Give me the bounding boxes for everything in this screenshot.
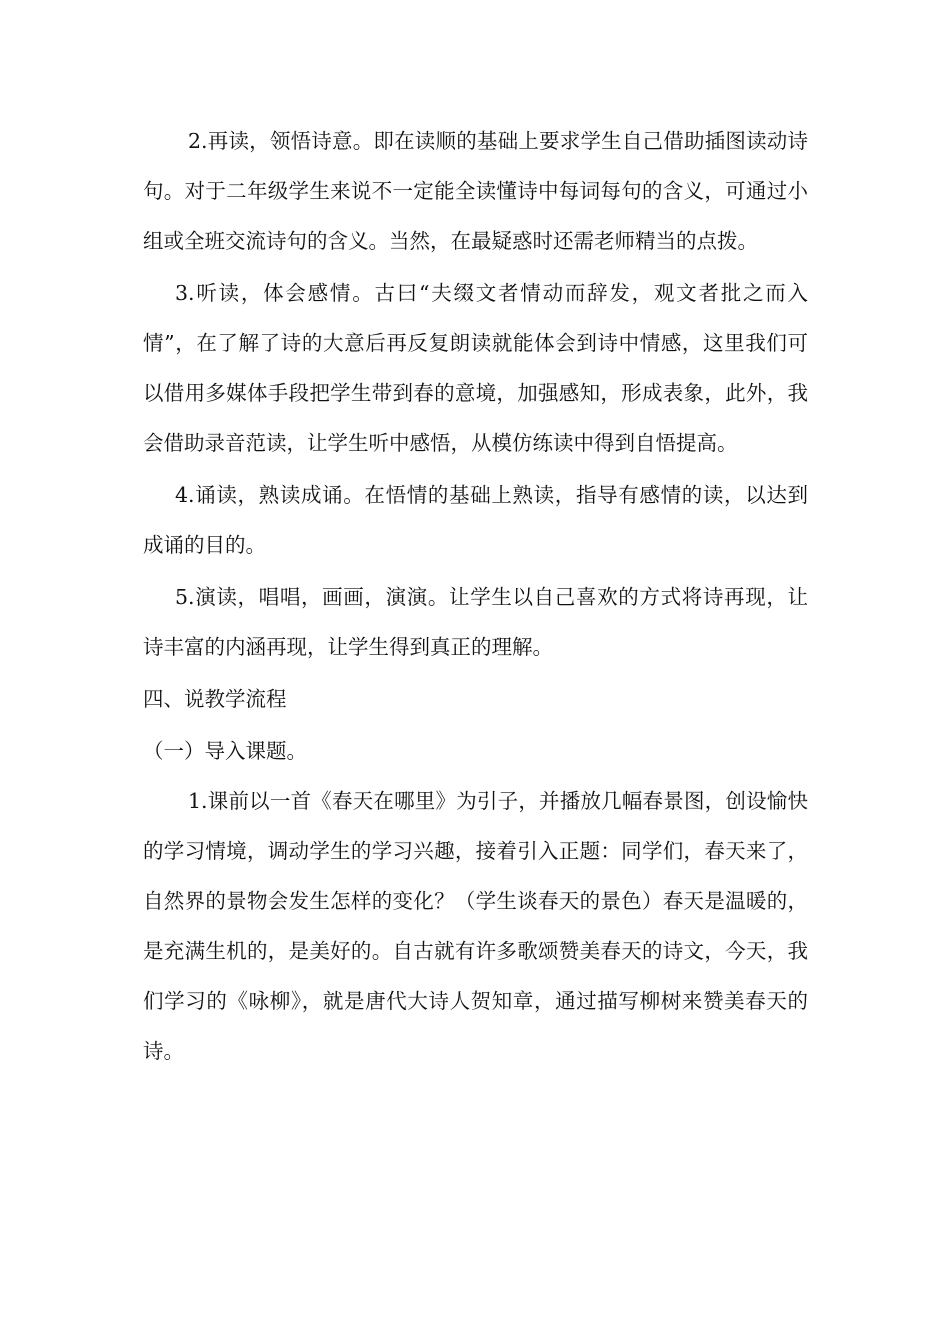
document-body: [143, 116, 808, 1076]
section-heading: 四、说教学流程: [143, 687, 287, 711]
paragraph-lesson-intro: 1.课前以一首《春天在哪里》为引子，并播放几幅春景图，创设愉快的学习情境，调动学生的学习兴趣，接着引入正题：同学们，春天来了，自然界的景物会发生怎样的变化？（学生谈春天的景色）春天是温暖的，是充满生机的，是美好的。自古就有许多歌颂赞美春天的诗文，今天，我们学习的《咏柳》，就是唐代大诗人贺知章，通过描写柳树来赞美春天的诗。: [143, 789, 808, 1063]
paragraph-perform-read: 5.演读，唱唱，画画，演演。让学生以自己喜欢的方式将诗再现，让诗丰富的内涵再现，让学生得到真正的理解。: [143, 585, 808, 659]
paragraph-recite: 4.诵读，熟读成诵。在悟情的基础上熟读，指导有感情的读，以达到成诵的目的。: [143, 483, 808, 557]
sub-heading: （一）导入课题。: [143, 739, 307, 763]
paragraph-reread: 2.再读，领悟诗意。即在读顺的基础上要求学生自己借助插图读动诗句。对于二年级学生来说不一定能全读懂诗中每词每句的含义，可通过小组或全班交流诗句的含义。当然，在最疑惑时还需老师精当的点拨。: [143, 129, 808, 253]
paragraph-listen-read: 3.听读，体会感情。古曰“夫缀文者情动而辞发，观文者批之而入情”，在了解了诗的大意后再反复朗读就能体会到诗中情感，这里我们可以借用多媒体手段把学生带到春的意境，加强感知，形成表象，此外，我会借助录音范读，让学生听中感悟，从模仿练读中得到自悟提高。: [143, 281, 808, 455]
